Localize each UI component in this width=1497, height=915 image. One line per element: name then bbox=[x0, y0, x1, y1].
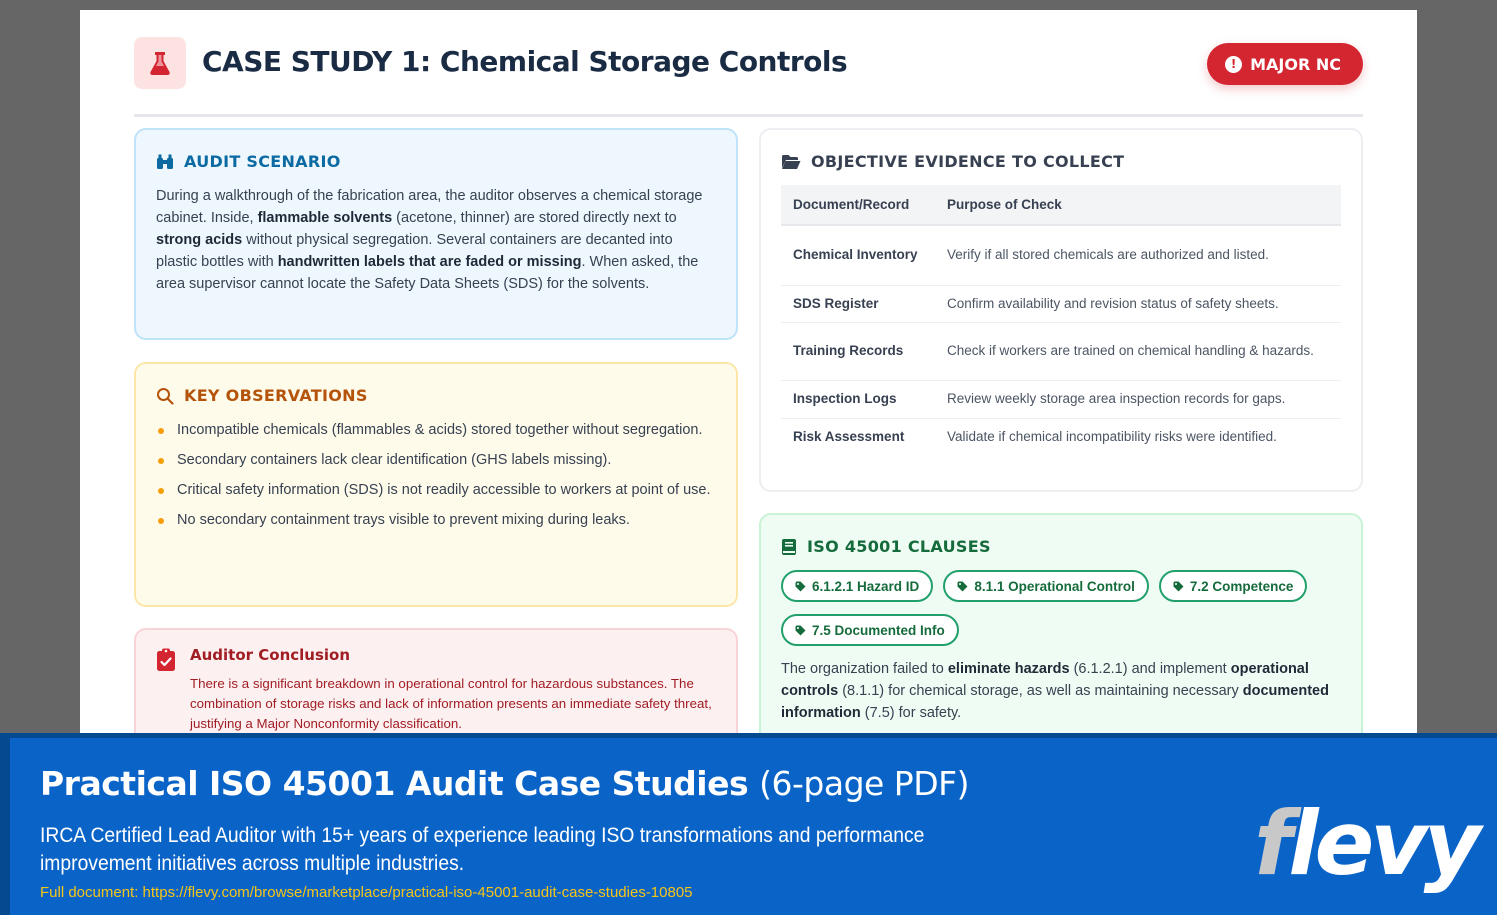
scenario-text: During a walkthrough of the fabrication area, the auditor observes a chemical storage cabinet. Inside, flammable solvents (acetone, thinner) are stored directly next to strong acids without physical segregation. Several containers are decanted into plastic bottles with handwritten labels that are faded or missing. When asked, the area supervisor cannot locate the Safety Data Sheets (SDS) for the solvents. bbox=[156, 188, 703, 292]
key-observations-card bbox=[134, 362, 738, 607]
list-item: Secondary containers lack clear identification (GHS labels missing). bbox=[156, 449, 716, 471]
purpose-cell: Check if workers are trained on chemical handling & hazards. bbox=[935, 322, 1341, 380]
tag-icon bbox=[795, 625, 806, 636]
badge-label: MAJOR NC bbox=[1250, 54, 1341, 74]
clause-chips bbox=[781, 570, 1341, 646]
table-row bbox=[781, 225, 1341, 285]
clause-chip[interactable]: 8.1.1 Operational Control bbox=[943, 570, 1149, 602]
doc-cell: SDS Register bbox=[781, 285, 935, 322]
doc-cell: Chemical Inventory bbox=[781, 225, 935, 285]
flask-icon bbox=[134, 37, 186, 89]
table-row bbox=[781, 285, 1341, 322]
banner-description: IRCA Certified Lead Auditor with 15+ years of experience leading ISO transformations and performance improvement initiatives across multiple industries. bbox=[40, 824, 925, 875]
observations-title: KEY OBSERVATIONS bbox=[184, 386, 368, 405]
doc-cell: Inspection Logs bbox=[781, 380, 935, 418]
scenario-title: AUDIT SCENARIO bbox=[184, 152, 341, 171]
list-item: No secondary containment trays visible to prevent mixing during leaks. bbox=[156, 509, 716, 531]
document-link[interactable]: Full document: https://flevy.com/browse/marketplace/practical-iso-45001-audit-case-studies-10805 bbox=[40, 884, 693, 901]
clauses-text: The organization failed to eliminate hazards (6.1.2.1) and implement operational controls (8.1.1) for chemical storage, as well as maintaining necessary documented information (7.5) for safety. bbox=[781, 661, 1329, 721]
audit-scenario-card bbox=[134, 128, 738, 340]
purpose-cell: Validate if chemical incompatibility risks were identified. bbox=[947, 429, 1277, 445]
tag-icon bbox=[957, 581, 968, 592]
objective-evidence-card bbox=[759, 128, 1363, 492]
clauses-title: ISO 45001 CLAUSES bbox=[807, 537, 991, 556]
purpose-cell: Review weekly storage area inspection records for gaps. bbox=[935, 380, 1341, 418]
banner-title: Practical ISO 45001 Audit Case Studies (6-page PDF) bbox=[40, 764, 969, 803]
conclusion-title: Auditor Conclusion bbox=[190, 646, 351, 664]
conclusion-text: There is a significant breakdown in operational control for hazardous substances. The combination of storage risks and lack of information presents an immediate safety threat, justifying a Major Nonconformity classification. bbox=[190, 676, 712, 731]
table-row bbox=[781, 322, 1341, 380]
clause-chip[interactable]: 6.1.2.1 Hazard ID bbox=[781, 570, 933, 602]
purpose-cell: Verify if all stored chemicals are authorized and listed. bbox=[935, 225, 1341, 285]
table-row bbox=[781, 418, 1341, 456]
search-icon bbox=[156, 387, 174, 405]
doc-cell: Risk Assessment bbox=[793, 429, 905, 445]
promo-banner bbox=[0, 733, 1497, 915]
evidence-title: OBJECTIVE EVIDENCE TO COLLECT bbox=[811, 152, 1125, 171]
page-title: CASE STUDY 1: Chemical Storage Controls bbox=[202, 45, 848, 78]
table-row bbox=[781, 380, 1341, 418]
document-page bbox=[80, 10, 1417, 750]
clause-chip[interactable]: 7.5 Documented Info bbox=[781, 614, 959, 646]
table-header-row bbox=[781, 185, 1341, 225]
major-nc-badge bbox=[1207, 43, 1363, 85]
observations-list bbox=[156, 419, 716, 531]
evidence-table bbox=[781, 185, 1341, 456]
book-icon bbox=[781, 538, 797, 556]
column-header: Document/Record bbox=[781, 185, 935, 225]
clipboard-check-icon bbox=[156, 648, 176, 672]
flevy-logo[interactable]: flevy bbox=[1254, 792, 1477, 895]
doc-cell: Training Records bbox=[781, 322, 935, 380]
purpose-cell: Confirm availability and revision status of safety sheets. bbox=[935, 285, 1341, 322]
clause-chip[interactable]: 7.2 Competence bbox=[1159, 570, 1308, 602]
tag-icon bbox=[795, 581, 806, 592]
list-item: Incompatible chemicals (flammables & acids) stored together without segregation. bbox=[156, 419, 716, 441]
list-item: Critical safety information (SDS) is not readily accessible to workers at point of use. bbox=[156, 479, 716, 501]
exclamation-circle-icon: ! bbox=[1225, 56, 1242, 73]
binoculars-icon bbox=[156, 154, 174, 170]
folder-open-icon bbox=[781, 154, 801, 170]
page-header bbox=[134, 37, 1363, 117]
tag-icon bbox=[1173, 581, 1184, 592]
column-header: Purpose of Check bbox=[935, 185, 1341, 225]
